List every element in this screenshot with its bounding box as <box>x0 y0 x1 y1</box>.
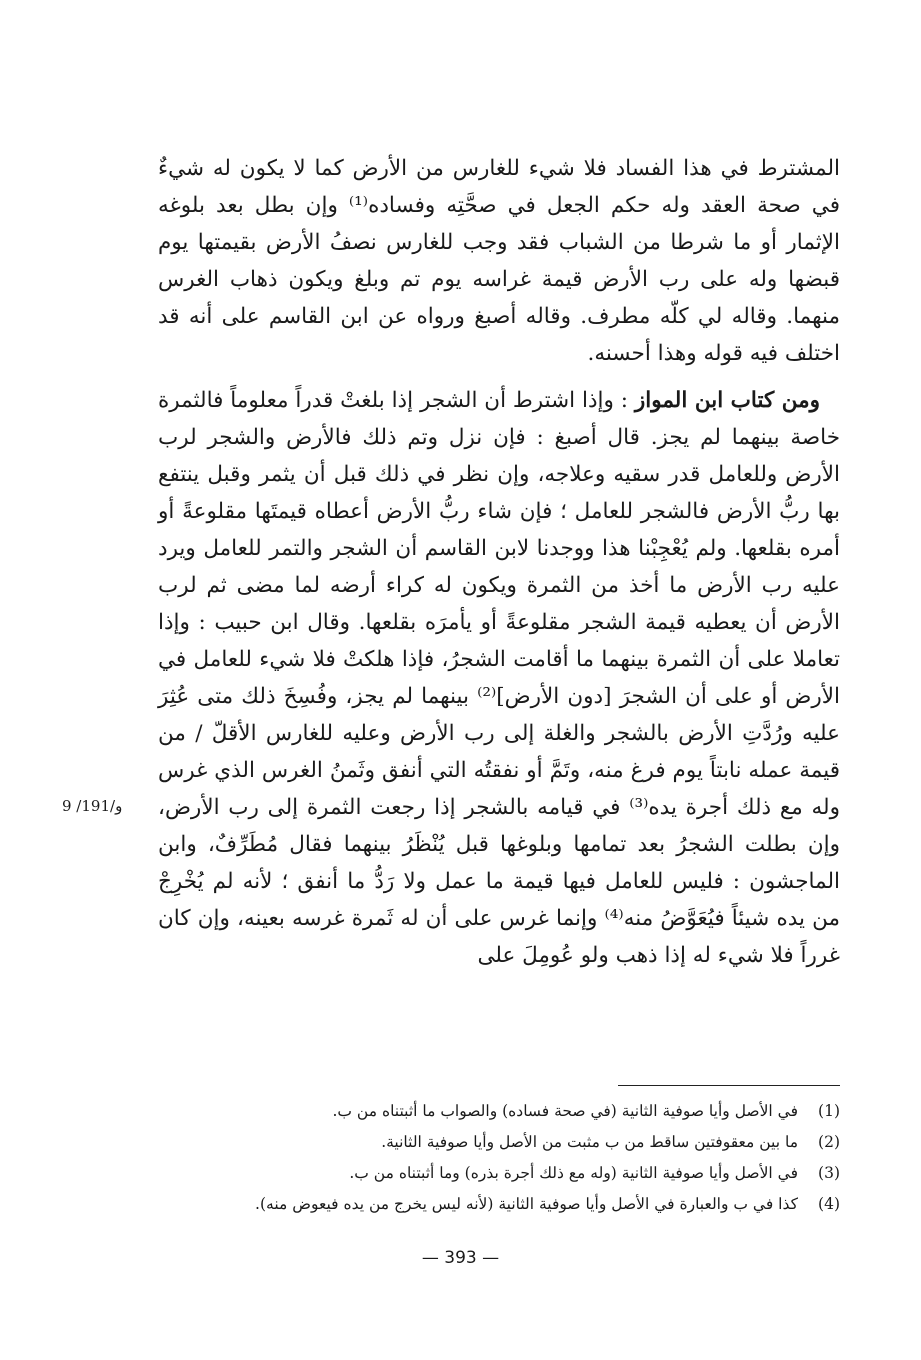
page-number: — 393 — <box>421 1248 500 1268</box>
footnote-number: (2) <box>818 1133 840 1151</box>
footnote-1 <box>190 1096 840 1127</box>
footnote-text: ما بين معقوفتين ساقط من ب مثبت من الأصل وأيا صوفية الثانية. <box>381 1133 798 1151</box>
paragraph-2-text: : وإذا اشترط أن الشجر إذا بلغتْ قدراً معلوماً فالثمرة خاصة بينهما لم يجز. قال أصبغ : فإن نزل وتم ذلك فالأرض والشجر لرب الأرض وللعامل قدر سقيه وعلاجه، وإن نظر في ذلك قبل أن يثمر وقبل ينتفع بها ربُّ الأرض فالشجر للعامل ؛ فإن شاء ربُّ الأرض أعطاه قيمتَها مقلوعةً أو أمره بقلعها. ولم يُعْجِبْنا هذا ووجدنا لابن القاسم أن الشجر والتمر للعامل ويرد عليه رب الأرض ما أخذ من الثمرة ويكون له كراء أرضه لما مضى ثم لرب الأرض أن يعطيه قيمة الشجر مقلوعةً أو يأمرَه بقلعها. وقال ابن حبيب : وإذا تعاملا على أن الثمرة بينهما ما أقامت الشجرُ، فإذا هلكتْ فلا شيء للعامل في الأرض أو على أن الشجرَ [دون الأرض]⁽²⁾ بينهما لم يجز، وفُسِخَ ذلك متى عُثِرَ عليه ورُدَّتِ الأرض بالشجر والغلة إلى رب الأرض وعليه للغارس الأقلّ / من قيمة عمله نابتاً يوم فرغ منه، وتَمَّ أو نفقتُه التي أنفق وثَمنُ الغرس الذي غرس وله مع ذلك أجرة يده⁽³⁾ في قيامه بالشجر إذا رجعت الثمرة إلى رب الأرض، وإن بطلت الشجرُ بعد تمامها وبلوغها قبل يُنْظَرُ بينهما فقال مُطَرِّفٌ، وابن الماجشون : فليس للعامل فيها قيمة ما عمل ولا رَدُّ ما أنفق ؛ لأنه لم يُخْرِجْ من يده شيئاً فيُعَوَّضُ منه⁽⁴⁾ وإنما غرس على أن له ثَمرة غرسه بعينه، وإن كان غرراً فلا شيء له إذا ذهب ولو عُومِلَ على <box>158 388 841 968</box>
footnote-number: (3) <box>818 1164 840 1182</box>
footnote-text: في الأصل وأيا صوفية الثانية (في صحة فساده) والصواب ما أثبتناه من ب. <box>332 1102 798 1120</box>
paragraph-1: المشترط في هذا الفساد فلا شيء للغارس من الأرض كما لا يكون له شيءٌ في صحة العقد وله حكم الجعل في صحَّتِه وفساده⁽¹⁾ وإن بطل بعد بلوغه الإثمار أو ما شرطا من الشباب فقد وجب للغارس نصفُ الأرض بقيمتها يوم قبضها وله على رب الأرض قيمة غراسه يوم تم وبلغ ويكون ذهاب الغرس منهما. وقاله لي كلّه مطرف. وقاله أصبغ ورواه عن ابن القاسم على أنه قد اختلف فيه قوله وهذا أحسنه. <box>158 156 840 366</box>
footnote-4 <box>190 1189 840 1220</box>
footnote-3 <box>190 1158 840 1189</box>
footnote-text: كذا في ب والعبارة في الأصل وأيا صوفية الثانية (لأنه ليس يخرج من يده فيعوض منه). <box>255 1195 798 1213</box>
main-text <box>158 150 840 974</box>
footnote-text: في الأصل وأيا صوفية الثانية (وله مع ذلك أجرة بذره) وما أثبتناه من ب. <box>349 1164 798 1182</box>
footnote-number: (1) <box>818 1102 840 1120</box>
footnote-2 <box>190 1127 840 1158</box>
footnotes <box>190 1096 840 1220</box>
folio-margin-note: 9 /191/و <box>62 797 123 815</box>
paragraph-2 <box>158 382 840 974</box>
paragraph-2-heading: ومن كتاب ابن المواز <box>634 388 820 413</box>
footnote-number: (4) <box>818 1195 840 1213</box>
footnote-divider <box>618 1085 840 1086</box>
